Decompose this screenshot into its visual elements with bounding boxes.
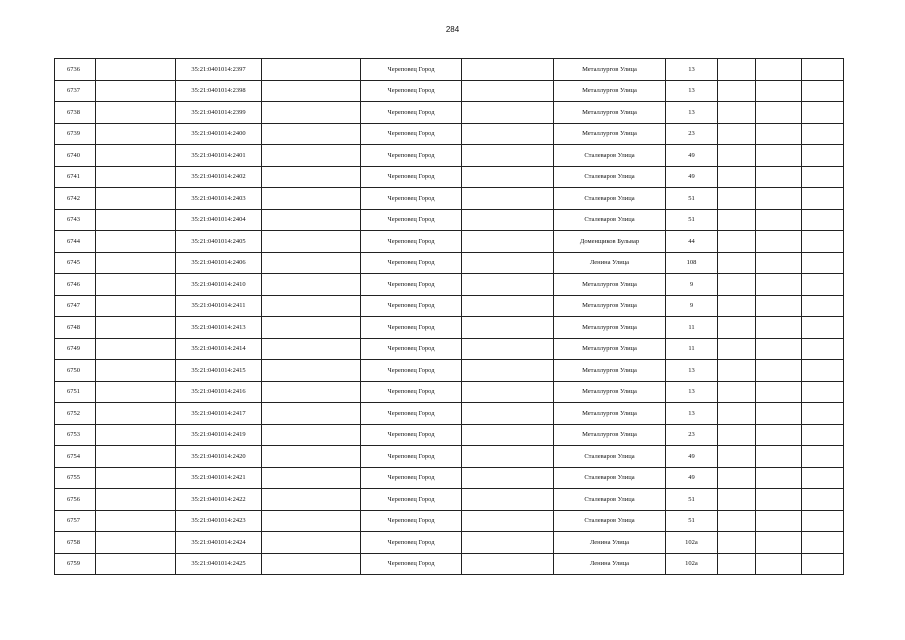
- cadastral-number-cell: 35:21:0401014:2402: [176, 166, 262, 188]
- empty-cell: [756, 80, 802, 102]
- cadastral-number-cell: 35:21:0401014:2411: [176, 295, 262, 317]
- empty-cell: [96, 510, 176, 532]
- house-number-cell: 13: [666, 102, 718, 124]
- empty-cell: [96, 145, 176, 167]
- city-cell: Череповец Город: [361, 381, 462, 403]
- page-number: 284: [445, 25, 460, 34]
- empty-cell: [96, 338, 176, 360]
- street-cell: Ленина Улица: [554, 553, 666, 575]
- empty-cell: [96, 59, 176, 81]
- empty-cell: [262, 145, 361, 167]
- city-cell: Череповец Город: [361, 489, 462, 511]
- table-row: [55, 553, 844, 575]
- street-cell: Ленина Улица: [554, 252, 666, 274]
- empty-cell: [96, 252, 176, 274]
- cadastral-number-cell: 35:21:0401014:2404: [176, 209, 262, 231]
- empty-cell: [96, 80, 176, 102]
- street-cell: Металлургов Улица: [554, 295, 666, 317]
- city-cell: Череповец Город: [361, 166, 462, 188]
- city-cell: Череповец Город: [361, 532, 462, 554]
- empty-cell: [756, 553, 802, 575]
- street-cell: Металлургов Улица: [554, 424, 666, 446]
- empty-cell: [802, 317, 844, 339]
- empty-cell: [262, 424, 361, 446]
- registry-body: [55, 59, 844, 575]
- empty-cell: [262, 166, 361, 188]
- empty-cell: [462, 424, 554, 446]
- table-row: [55, 252, 844, 274]
- row-number-cell: 6751: [55, 381, 96, 403]
- row-number-cell: 6748: [55, 317, 96, 339]
- empty-cell: [756, 145, 802, 167]
- street-cell: Ленина Улица: [554, 532, 666, 554]
- table-row: [55, 446, 844, 468]
- empty-cell: [718, 209, 756, 231]
- street-cell: Металлургов Улица: [554, 123, 666, 145]
- empty-cell: [756, 252, 802, 274]
- cadastral-number-cell: 35:21:0401014:2405: [176, 231, 262, 253]
- empty-cell: [802, 59, 844, 81]
- empty-cell: [462, 123, 554, 145]
- row-number-cell: 6758: [55, 532, 96, 554]
- street-cell: Металлургов Улица: [554, 102, 666, 124]
- cadastral-number-cell: 35:21:0401014:2399: [176, 102, 262, 124]
- empty-cell: [756, 446, 802, 468]
- empty-cell: [462, 274, 554, 296]
- empty-cell: [462, 102, 554, 124]
- city-cell: Череповец Город: [361, 338, 462, 360]
- empty-cell: [802, 145, 844, 167]
- street-cell: Металлургов Улица: [554, 360, 666, 382]
- empty-cell: [462, 553, 554, 575]
- row-number-cell: 6743: [55, 209, 96, 231]
- empty-cell: [718, 188, 756, 210]
- empty-cell: [462, 381, 554, 403]
- empty-cell: [462, 209, 554, 231]
- street-cell: Доменщиков Бульвар: [554, 231, 666, 253]
- empty-cell: [756, 510, 802, 532]
- row-number-cell: 6745: [55, 252, 96, 274]
- city-cell: Череповец Город: [361, 553, 462, 575]
- empty-cell: [262, 446, 361, 468]
- table-row: [55, 274, 844, 296]
- empty-cell: [756, 403, 802, 425]
- empty-cell: [802, 231, 844, 253]
- empty-cell: [262, 360, 361, 382]
- empty-cell: [96, 489, 176, 511]
- city-cell: Череповец Город: [361, 80, 462, 102]
- empty-cell: [802, 188, 844, 210]
- empty-cell: [718, 360, 756, 382]
- empty-cell: [262, 274, 361, 296]
- house-number-cell: 51: [666, 489, 718, 511]
- row-number-cell: 6749: [55, 338, 96, 360]
- empty-cell: [262, 489, 361, 511]
- empty-cell: [718, 145, 756, 167]
- empty-cell: [96, 381, 176, 403]
- empty-cell: [802, 102, 844, 124]
- empty-cell: [718, 510, 756, 532]
- cadastral-number-cell: 35:21:0401014:2417: [176, 403, 262, 425]
- empty-cell: [262, 80, 361, 102]
- empty-cell: [756, 59, 802, 81]
- empty-cell: [802, 252, 844, 274]
- empty-cell: [802, 295, 844, 317]
- street-cell: Сталеваров Улица: [554, 510, 666, 532]
- empty-cell: [718, 59, 756, 81]
- street-cell: Сталеваров Улица: [554, 188, 666, 210]
- empty-cell: [802, 123, 844, 145]
- empty-cell: [756, 123, 802, 145]
- empty-cell: [802, 209, 844, 231]
- empty-cell: [96, 424, 176, 446]
- house-number-cell: 51: [666, 209, 718, 231]
- empty-cell: [756, 209, 802, 231]
- table-row: [55, 467, 844, 489]
- empty-cell: [462, 80, 554, 102]
- empty-cell: [756, 166, 802, 188]
- empty-cell: [462, 489, 554, 511]
- street-cell: Сталеваров Улица: [554, 467, 666, 489]
- empty-cell: [262, 467, 361, 489]
- empty-cell: [96, 209, 176, 231]
- row-number-cell: 6736: [55, 59, 96, 81]
- table-row: [55, 123, 844, 145]
- empty-cell: [96, 274, 176, 296]
- empty-cell: [756, 489, 802, 511]
- city-cell: Череповец Город: [361, 188, 462, 210]
- empty-cell: [462, 252, 554, 274]
- house-number-cell: 49: [666, 166, 718, 188]
- empty-cell: [718, 424, 756, 446]
- empty-cell: [462, 166, 554, 188]
- empty-cell: [462, 231, 554, 253]
- house-number-cell: 23: [666, 424, 718, 446]
- table-row: [55, 80, 844, 102]
- table-row: [55, 360, 844, 382]
- empty-cell: [262, 381, 361, 403]
- city-cell: Череповец Город: [361, 424, 462, 446]
- empty-cell: [802, 489, 844, 511]
- empty-cell: [802, 424, 844, 446]
- empty-cell: [718, 80, 756, 102]
- table-row: [55, 532, 844, 554]
- city-cell: Череповец Город: [361, 360, 462, 382]
- street-cell: Сталеваров Улица: [554, 209, 666, 231]
- row-number-cell: 6741: [55, 166, 96, 188]
- empty-cell: [756, 295, 802, 317]
- empty-cell: [462, 59, 554, 81]
- row-number-cell: 6754: [55, 446, 96, 468]
- empty-cell: [96, 188, 176, 210]
- house-number-cell: 51: [666, 188, 718, 210]
- empty-cell: [718, 467, 756, 489]
- empty-cell: [718, 231, 756, 253]
- city-cell: Череповец Город: [361, 317, 462, 339]
- empty-cell: [718, 553, 756, 575]
- empty-cell: [802, 446, 844, 468]
- empty-cell: [756, 424, 802, 446]
- empty-cell: [462, 338, 554, 360]
- cadastral-number-cell: 35:21:0401014:2400: [176, 123, 262, 145]
- table-row: [55, 145, 844, 167]
- city-cell: Череповец Город: [361, 510, 462, 532]
- house-number-cell: 108: [666, 252, 718, 274]
- empty-cell: [262, 123, 361, 145]
- city-cell: Череповец Город: [361, 403, 462, 425]
- empty-cell: [96, 446, 176, 468]
- cadastral-number-cell: 35:21:0401014:2419: [176, 424, 262, 446]
- city-cell: Череповец Город: [361, 59, 462, 81]
- cadastral-number-cell: 35:21:0401014:2424: [176, 532, 262, 554]
- empty-cell: [462, 446, 554, 468]
- table-row: [55, 231, 844, 253]
- empty-cell: [262, 102, 361, 124]
- row-number-cell: 6759: [55, 553, 96, 575]
- registry-table: [54, 58, 844, 575]
- empty-cell: [718, 295, 756, 317]
- house-number-cell: 44: [666, 231, 718, 253]
- empty-cell: [756, 360, 802, 382]
- row-number-cell: 6757: [55, 510, 96, 532]
- empty-cell: [462, 467, 554, 489]
- city-cell: Череповец Город: [361, 252, 462, 274]
- city-cell: Череповец Город: [361, 102, 462, 124]
- street-cell: Металлургов Улица: [554, 274, 666, 296]
- empty-cell: [262, 510, 361, 532]
- house-number-cell: 102а: [666, 553, 718, 575]
- city-cell: Череповец Город: [361, 231, 462, 253]
- cadastral-number-cell: 35:21:0401014:2416: [176, 381, 262, 403]
- row-number-cell: 6746: [55, 274, 96, 296]
- empty-cell: [802, 338, 844, 360]
- street-cell: Металлургов Улица: [554, 338, 666, 360]
- cadastral-number-cell: 35:21:0401014:2423: [176, 510, 262, 532]
- row-number-cell: 6750: [55, 360, 96, 382]
- empty-cell: [756, 231, 802, 253]
- empty-cell: [756, 467, 802, 489]
- empty-cell: [462, 295, 554, 317]
- empty-cell: [802, 553, 844, 575]
- house-number-cell: 51: [666, 510, 718, 532]
- cadastral-number-cell: 35:21:0401014:2422: [176, 489, 262, 511]
- table-row: [55, 338, 844, 360]
- table-row: [55, 403, 844, 425]
- empty-cell: [96, 467, 176, 489]
- empty-cell: [262, 59, 361, 81]
- row-number-cell: 6753: [55, 424, 96, 446]
- empty-cell: [756, 338, 802, 360]
- street-cell: Металлургов Улица: [554, 59, 666, 81]
- empty-cell: [262, 317, 361, 339]
- empty-cell: [718, 274, 756, 296]
- empty-cell: [802, 80, 844, 102]
- empty-cell: [462, 188, 554, 210]
- street-cell: Сталеваров Улица: [554, 446, 666, 468]
- empty-cell: [756, 188, 802, 210]
- house-number-cell: 13: [666, 381, 718, 403]
- cadastral-number-cell: 35:21:0401014:2410: [176, 274, 262, 296]
- empty-cell: [756, 317, 802, 339]
- empty-cell: [262, 338, 361, 360]
- empty-cell: [718, 381, 756, 403]
- empty-cell: [462, 510, 554, 532]
- empty-cell: [96, 295, 176, 317]
- cadastral-number-cell: 35:21:0401014:2406: [176, 252, 262, 274]
- empty-cell: [718, 532, 756, 554]
- city-cell: Череповец Город: [361, 295, 462, 317]
- table-row: [55, 424, 844, 446]
- row-number-cell: 6740: [55, 145, 96, 167]
- street-cell: Металлургов Улица: [554, 317, 666, 339]
- cadastral-number-cell: 35:21:0401014:2401: [176, 145, 262, 167]
- empty-cell: [802, 360, 844, 382]
- cadastral-number-cell: 35:21:0401014:2413: [176, 317, 262, 339]
- empty-cell: [802, 510, 844, 532]
- empty-cell: [96, 166, 176, 188]
- cadastral-number-cell: 35:21:0401014:2415: [176, 360, 262, 382]
- house-number-cell: 9: [666, 274, 718, 296]
- empty-cell: [96, 123, 176, 145]
- row-number-cell: 6756: [55, 489, 96, 511]
- empty-cell: [96, 553, 176, 575]
- street-cell: Металлургов Улица: [554, 381, 666, 403]
- row-number-cell: 6739: [55, 123, 96, 145]
- empty-cell: [718, 317, 756, 339]
- row-number-cell: 6752: [55, 403, 96, 425]
- street-cell: Сталеваров Улица: [554, 489, 666, 511]
- empty-cell: [96, 532, 176, 554]
- house-number-cell: 49: [666, 145, 718, 167]
- table-row: [55, 209, 844, 231]
- table-row: [55, 317, 844, 339]
- empty-cell: [262, 188, 361, 210]
- empty-cell: [718, 123, 756, 145]
- street-cell: Сталеваров Улица: [554, 145, 666, 167]
- empty-cell: [718, 338, 756, 360]
- city-cell: Череповец Город: [361, 446, 462, 468]
- empty-cell: [718, 446, 756, 468]
- house-number-cell: 49: [666, 467, 718, 489]
- empty-cell: [756, 381, 802, 403]
- empty-cell: [802, 467, 844, 489]
- row-number-cell: 6742: [55, 188, 96, 210]
- row-number-cell: 6755: [55, 467, 96, 489]
- table-row: [55, 59, 844, 81]
- house-number-cell: 11: [666, 317, 718, 339]
- city-cell: Череповец Город: [361, 209, 462, 231]
- house-number-cell: 11: [666, 338, 718, 360]
- table-row: [55, 166, 844, 188]
- cadastral-number-cell: 35:21:0401014:2397: [176, 59, 262, 81]
- row-number-cell: 6744: [55, 231, 96, 253]
- empty-cell: [718, 102, 756, 124]
- empty-cell: [96, 360, 176, 382]
- house-number-cell: 49: [666, 446, 718, 468]
- empty-cell: [262, 209, 361, 231]
- house-number-cell: 13: [666, 80, 718, 102]
- cadastral-number-cell: 35:21:0401014:2403: [176, 188, 262, 210]
- city-cell: Череповец Город: [361, 274, 462, 296]
- empty-cell: [756, 532, 802, 554]
- city-cell: Череповец Город: [361, 467, 462, 489]
- table-row: [55, 510, 844, 532]
- empty-cell: [262, 231, 361, 253]
- street-cell: Металлургов Улица: [554, 403, 666, 425]
- empty-cell: [462, 145, 554, 167]
- table-row: [55, 188, 844, 210]
- empty-cell: [462, 532, 554, 554]
- empty-cell: [262, 553, 361, 575]
- house-number-cell: 23: [666, 123, 718, 145]
- empty-cell: [96, 231, 176, 253]
- empty-cell: [802, 274, 844, 296]
- cadastral-number-cell: 35:21:0401014:2420: [176, 446, 262, 468]
- city-cell: Череповец Город: [361, 145, 462, 167]
- table-row: [55, 381, 844, 403]
- house-number-cell: 13: [666, 403, 718, 425]
- empty-cell: [96, 403, 176, 425]
- cadastral-number-cell: 35:21:0401014:2414: [176, 338, 262, 360]
- empty-cell: [262, 403, 361, 425]
- empty-cell: [262, 252, 361, 274]
- street-cell: Сталеваров Улица: [554, 166, 666, 188]
- table-row: [55, 295, 844, 317]
- empty-cell: [756, 274, 802, 296]
- cadastral-number-cell: 35:21:0401014:2398: [176, 80, 262, 102]
- empty-cell: [718, 166, 756, 188]
- table-row: [55, 102, 844, 124]
- row-number-cell: 6747: [55, 295, 96, 317]
- empty-cell: [462, 360, 554, 382]
- empty-cell: [262, 295, 361, 317]
- empty-cell: [718, 252, 756, 274]
- city-cell: Череповец Город: [361, 123, 462, 145]
- house-number-cell: 13: [666, 59, 718, 81]
- row-number-cell: 6737: [55, 80, 96, 102]
- cadastral-number-cell: 35:21:0401014:2425: [176, 553, 262, 575]
- empty-cell: [802, 381, 844, 403]
- house-number-cell: 13: [666, 360, 718, 382]
- empty-cell: [756, 102, 802, 124]
- row-number-cell: 6738: [55, 102, 96, 124]
- empty-cell: [718, 403, 756, 425]
- empty-cell: [262, 532, 361, 554]
- street-cell: Металлургов Улица: [554, 80, 666, 102]
- cadastral-number-cell: 35:21:0401014:2421: [176, 467, 262, 489]
- house-number-cell: 102а: [666, 532, 718, 554]
- empty-cell: [718, 489, 756, 511]
- empty-cell: [462, 317, 554, 339]
- empty-cell: [96, 102, 176, 124]
- table-row: [55, 489, 844, 511]
- empty-cell: [802, 166, 844, 188]
- house-number-cell: 9: [666, 295, 718, 317]
- empty-cell: [802, 403, 844, 425]
- empty-cell: [802, 532, 844, 554]
- empty-cell: [96, 317, 176, 339]
- empty-cell: [462, 403, 554, 425]
